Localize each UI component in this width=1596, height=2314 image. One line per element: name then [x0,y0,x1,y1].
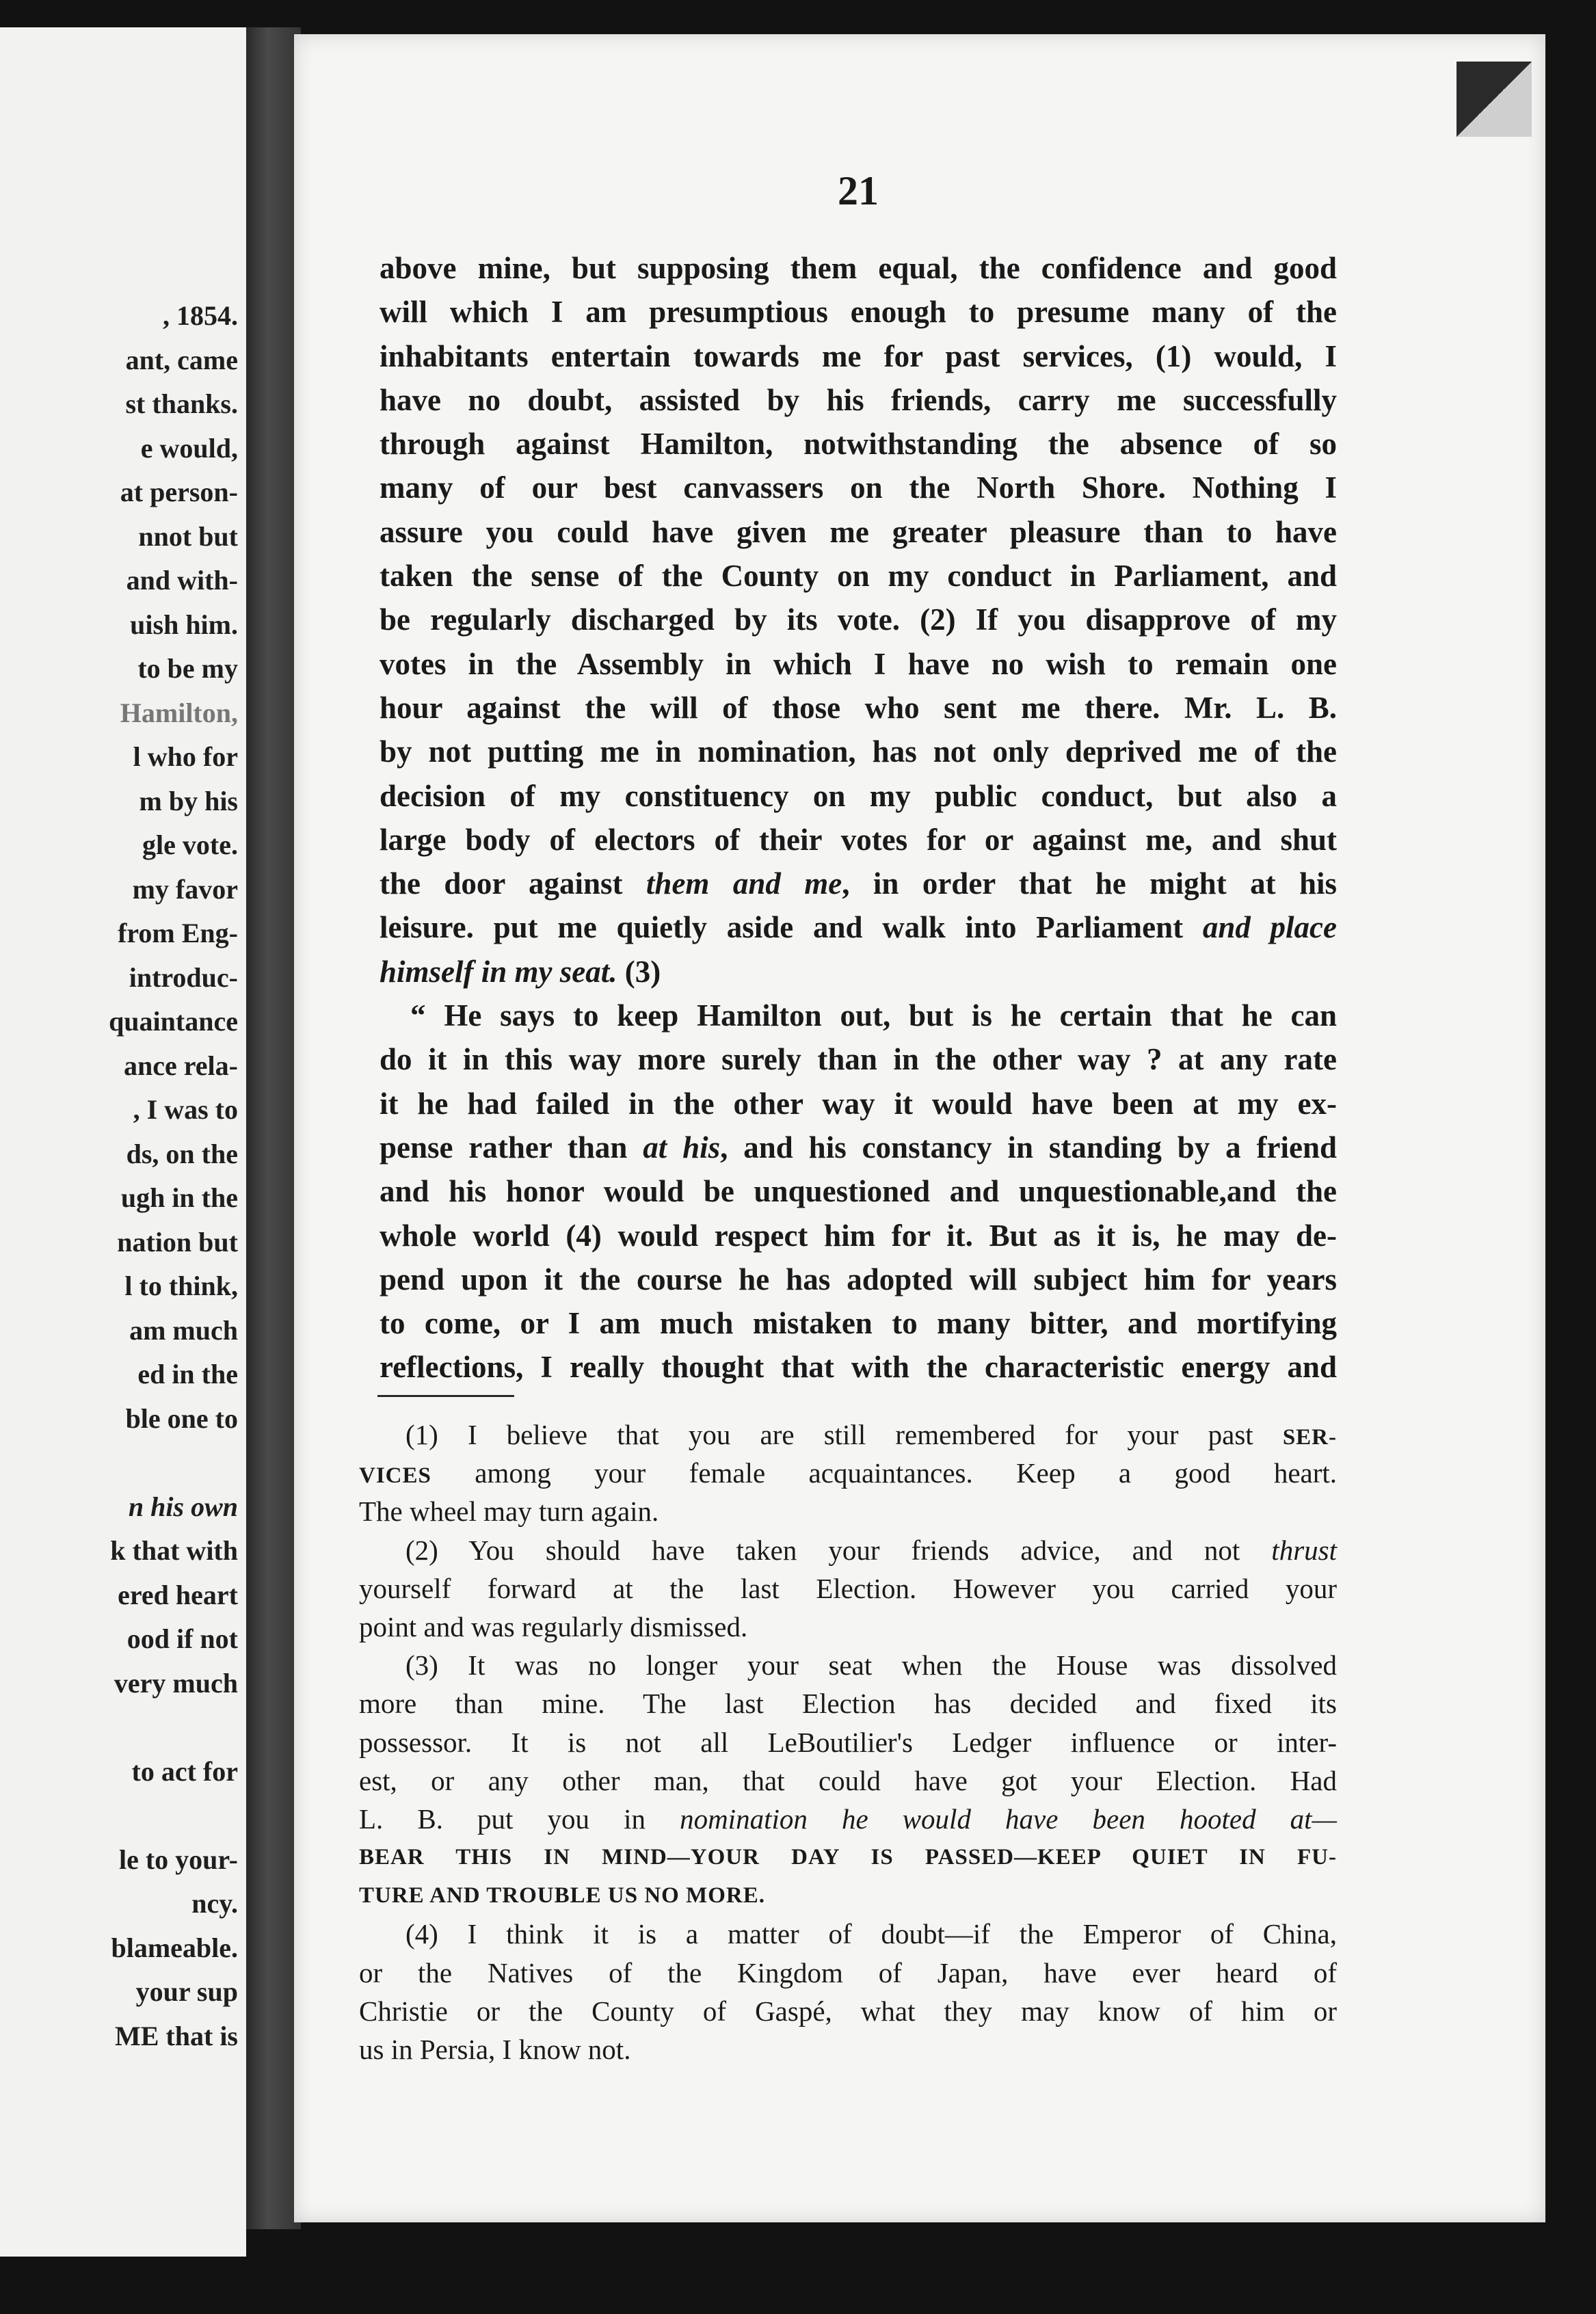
left-line: , 1854. [163,300,238,331]
body-line: “ He says to keep Hamilton out, but is he certain that he can [410,998,1337,1033]
left-line: ncy. [191,1888,238,1919]
left-line: le to your- [118,1844,238,1875]
left-line: nation but [117,1226,238,1258]
left-line: ant, came [125,344,238,375]
footnote-line [359,1454,1337,1492]
left-line [5,1705,238,1750]
left-facing-page [0,27,246,2257]
left-line: , I was to [133,1094,238,1125]
body-text-run: the door against [380,866,623,901]
left-line: to act for [131,1755,238,1787]
footnote-line: est, or any other man, that could have got your Election. Had [359,1764,1337,1796]
footnote-line: (4) I think it is a matter of doubt—if the Emperor of China, [405,1918,1337,1950]
left-line: st thanks. [125,388,238,419]
left-line: my favor [132,873,238,905]
left-line: blameable. [111,1932,238,1963]
left-line: ugh in the [120,1182,238,1213]
italic-phrase: at his [643,1130,721,1165]
left-line: ds, on the [126,1138,238,1169]
left-line: m by his [139,785,238,816]
body-line [380,862,1337,905]
left-line: l who for [133,741,238,772]
italic-phrase: and place [1202,910,1338,945]
left-line: from Eng- [118,918,238,948]
page-corner-fold [1457,62,1532,137]
left-line [5,1441,238,1485]
left-line: e would, [140,432,238,464]
footnote-line: BEAR THIS IN MIND—YOUR DAY IS PASSED—KEEP QUIET IN FU- [359,1845,1337,1870]
body-line: large body of electors of their votes for or against me, and shut [380,822,1337,857]
body-line: it he had failed in the other way it would have been at my ex- [380,1086,1337,1121]
left-line: ble one to [125,1402,238,1434]
left-line: quaintance [109,1006,238,1037]
body-line: have no doubt, assisted by his friends, carry me successfully [380,382,1337,417]
left-line: gle vote. [142,829,238,860]
left-line [5,1794,238,1838]
footnote-line: (3) It was no longer your seat when the House was dissolved [405,1649,1337,1681]
left-line: ME that is [115,2020,238,2051]
body-line: whole world (4) would respect him for it. But as it is, he may de- [380,1218,1337,1253]
body-line: and his honor would be unquestioned and unquestionable,and the [380,1174,1337,1209]
footnote-line: more than mine. The last Election has decided and fixed its [359,1688,1337,1720]
body-text-run: pense rather than [380,1130,628,1165]
footnote-text-run: (1) I believe that you are still remembered for your past [405,1419,1253,1450]
italic-phrase: himself in my seat. [380,954,617,989]
page-number: 21 [838,168,879,213]
body-line: through against Hamilton, notwithstanding the absence of so [380,427,1337,462]
left-line: and with- [126,565,238,596]
footnote-divider [377,1395,514,1397]
footnote-line: Christie or the County of Gaspé, what they may know of him or [359,1995,1337,2027]
left-line: ood if not [127,1623,238,1654]
body-line: pend upon it the course he has adopted will subject him for years [380,1262,1337,1296]
body-line [380,1126,1337,1169]
footnote-line: yourself forward at the last Election. However you carried your [359,1572,1337,1604]
body-line: do it in this way more surely than in the other way ? at any rate [380,1042,1337,1077]
body-line: inhabitants entertain towards me for past services, (1) would, I [380,338,1337,373]
left-line: your sup [135,1976,238,2007]
left-line: l to think, [124,1271,238,1301]
body-line: by not putting me in nomination, has not only deprived me of the [380,734,1337,769]
left-line: to be my [137,653,238,684]
body-text-run: (3) [617,954,661,989]
body-line: many of our best canvassers on the North Shore. Nothing I [380,470,1337,505]
footnote-line: us in Persia, I know not. [359,2034,631,2065]
left-line: ed in the [137,1359,238,1389]
italic-phrase: nomination he would have been hooted at— [680,1803,1337,1835]
body-text [380,246,1337,1389]
body-line: will which I am presumptious enough to presume many of the [380,295,1337,330]
body-line: to come, or I am much mistaken to many bitter, and mortifying [380,1306,1337,1341]
small-caps-run: VICES [359,1463,431,1489]
footnote-text-run: (2) You should have taken your friends advice, and not [405,1534,1240,1566]
footnote-line: TURE AND TROUBLE US NO MORE. [359,1883,765,1909]
footnote-text-run: among your female acquaintances. Keep a good heart. [475,1457,1338,1489]
body-line [380,950,1337,994]
body-line: reflections, I really thought that with the characteristic energy and [380,1350,1337,1385]
left-line: at person- [120,477,238,507]
left-line: nnot but [138,520,238,552]
footnote-line [359,1531,1337,1569]
body-line: assure you could have given me greater pleasure than to have [380,514,1337,549]
left-page-text [5,294,238,2058]
footnote-line: possessor. It is not all LeBoutilier's Ledger influence or inter- [359,1726,1337,1758]
left-line: am much [129,1314,238,1346]
left-line: very much [114,1667,238,1699]
italic-phrase: thrust [1271,1534,1337,1566]
footnote-line: or the Natives of the Kingdom of Japan, have ever heard of [359,1956,1337,1989]
footnote-line [359,1415,1337,1454]
italic-phrase: them and me [646,866,842,901]
body-text-run: leisure. put me quietly aside and walk into Parliament [380,910,1184,945]
footnote-text-run: L. B. put you in [359,1803,646,1835]
left-line: n his own [128,1491,238,1522]
left-line: ance rela- [124,1050,238,1081]
book-gutter [246,27,301,2229]
body-line: taken the sense of the County on my conduct in Parliament, and [380,559,1337,594]
small-caps-run: SER- [1282,1425,1337,1450]
footnote-line: The wheel may turn again. [359,1495,659,1528]
footnotes [359,1415,1337,2069]
body-text-run: , and his constancy in standing by a friend [720,1130,1337,1165]
body-line: votes in the Assembly in which I have no wish to remain one [380,646,1337,681]
footnote-line: point and was regularly dismissed. [359,1610,748,1643]
body-line [380,905,1337,949]
left-line: ered heart [118,1579,238,1610]
left-line: introduc- [129,961,238,993]
body-line: above mine, but supposing them equal, the confidence and good [380,251,1337,285]
footnote-line [359,1800,1337,1838]
body-text-run: , in order that he might at his [842,866,1338,901]
body-line: be regularly discharged by its vote. (2) If you disapprove of my [380,602,1337,637]
left-line: uish him. [130,609,238,640]
body-line: decision of my constituency on my public conduct, but also a [380,778,1337,813]
body-line: hour against the will of those who sent me there. Mr. L. B. [380,690,1337,725]
left-line: k that with [110,1535,238,1566]
left-line: Hamilton, [120,697,238,728]
